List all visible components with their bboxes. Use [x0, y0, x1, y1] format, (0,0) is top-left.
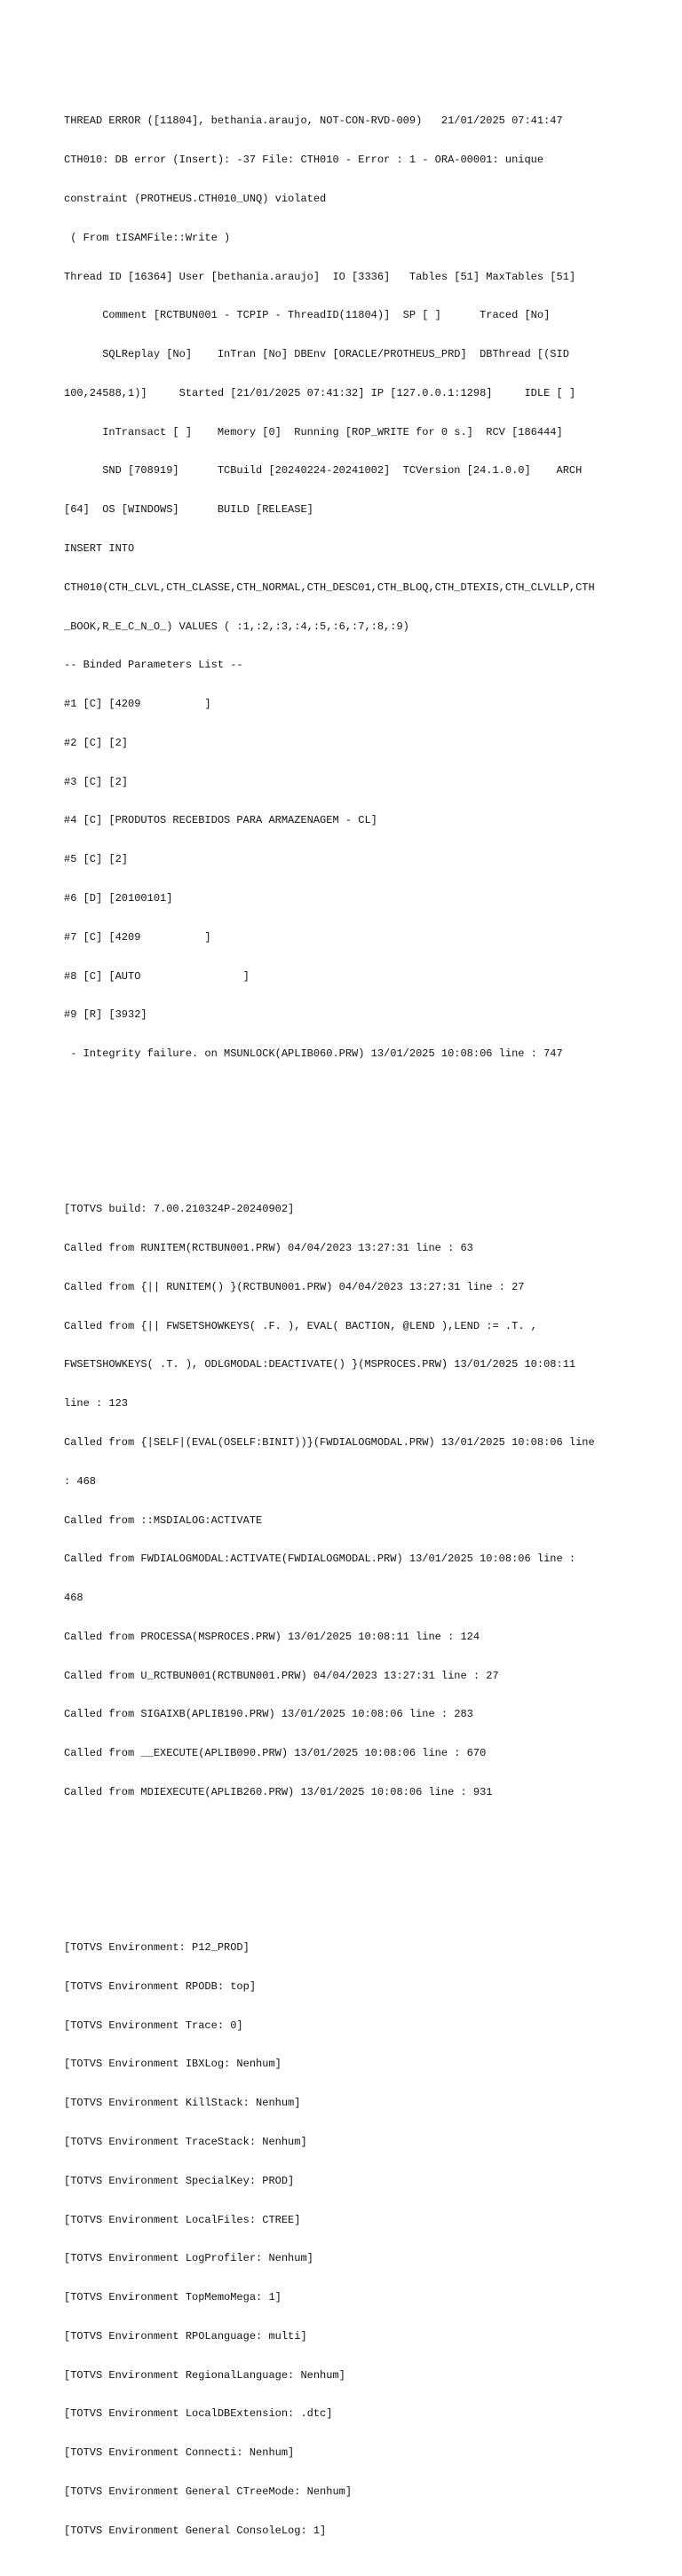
environment-line: [TOTVS Environment General CTreeMode: Nenhum] [64, 2485, 353, 2499]
sql-statement-line: _BOOK,R_E_C_N_O_) VALUES ( :1,:2,:3,:4,:5,:6,:7,:8,:9) [64, 620, 409, 633]
environment-line: [TOTVS Environment General ConsoleLog: 1] [64, 2524, 327, 2537]
environment-line: [TOTVS Environment RPODB: top] [64, 1979, 257, 1993]
call-stack-line: Called from {|| FWSETSHOWKEYS( .F. ), EVAL( BACTION, @LEND ),LEND := .T. , [64, 1319, 537, 1332]
call-stack-line: Called from {|SELF|(EVAL(OSELF:BINIT))}(FWDIALOGMODAL.PRW) 13/01/2025 10:08:06 line [64, 1435, 595, 1449]
call-stack-line: Called from ::MSDIALOG:ACTIVATE [64, 1513, 263, 1527]
binded-parameter-line: #4 [C] [PRODUTOS RECEBIDOS PARA ARMAZENAGEM - CL] [64, 814, 377, 827]
call-stack-block [64, 1177, 677, 1825]
error-header-line: SND [708919] TCBuild [20240224-20241002] TCVersion [24.1.0.0] ARCH [64, 464, 583, 478]
environment-block [64, 1916, 677, 2564]
error-header-line: Thread ID [16364] User [bethania.araujo] IO [3336] Tables [51] MaxTables [51] [64, 270, 576, 283]
environment-line: [TOTVS Environment LocalFiles: CTREE] [64, 2213, 301, 2226]
binded-parameter-line: #3 [C] [2] [64, 775, 129, 788]
binded-parameter-line: #1 [C] [4209 ] [64, 698, 211, 711]
error-log-document [64, 63, 677, 2576]
environment-line: [TOTVS Environment SpecialKey: PROD] [64, 2174, 295, 2187]
error-header-line: ( From tISAMFile::Write ) [64, 231, 231, 244]
blank-line [64, 1864, 677, 1877]
error-header-line: InTransact [ ] Memory [0] Running [ROP_WRITE for 0 s.] RCV [186444] [64, 425, 563, 439]
blank-line [64, 1126, 677, 1139]
build-line: [TOTVS build: 7.00.210324P-20240902] [64, 1203, 295, 1216]
environment-line: [TOTVS Environment KillStack: Nenhum] [64, 2097, 301, 2110]
binded-parameter-line: #8 [C] [AUTO ] [64, 969, 250, 983]
environment-line: [TOTVS Environment Trace: 0] [64, 2019, 243, 2032]
binded-parameter-line: #5 [C] [2] [64, 853, 129, 866]
binded-parameter-line: #7 [C] [4209 ] [64, 930, 211, 944]
error-header-line: CTH010: DB error (Insert): -37 File: CTH010 - Error : 1 - ORA-00001: unique [64, 154, 544, 167]
error-header-line: SQLReplay [No] InTran [No] DBEnv [ORACLE/PROTHEUS_PRD] DBThread [(SID [64, 348, 569, 361]
call-stack-line: Called from SIGAIXB(APLIB190.PRW) 13/01/2025 10:08:06 line : 283 [64, 1708, 473, 1721]
error-header-block [64, 89, 677, 1087]
integrity-failure-line: - Integrity failure. on MSUNLOCK(APLIB060.PRW) 13/01/2025 10:08:06 line : 747 [64, 1047, 563, 1061]
error-header-line: [64] OS [WINDOWS] BUILD [RELEASE] [64, 503, 313, 517]
call-stack-line: FWSETSHOWKEYS( .T. ), ODLGMODAL:DEACTIVATE() }(MSPROCES.PRW) 13/01/2025 10:08:11 [64, 1358, 576, 1371]
environment-line: [TOTVS Environment IBXLog: Nenhum] [64, 2058, 282, 2071]
call-stack-line: Called from MDIEXECUTE(APLIB260.PRW) 13/01/2025 10:08:06 line : 931 [64, 1785, 493, 1798]
call-stack-line: Called from FWDIALOGMODAL:ACTIVATE(FWDIALOGMODAL.PRW) 13/01/2025 10:08:06 line : [64, 1553, 576, 1566]
sql-statement-line: CTH010(CTH_CLVL,CTH_CLASSE,CTH_NORMAL,CTH_DESC01,CTH_BLOQ,CTH_DTEXIS,CTH_CLVLLP,CTH [64, 581, 595, 594]
environment-line: [TOTVS Environment TraceStack: Nenhum] [64, 2136, 307, 2148]
environment-line: [TOTVS Environment: P12_PROD] [64, 1941, 250, 1955]
error-header-line: THREAD ERROR ([11804], bethania.araujo, NOT-CON-RVD-009) 21/01/2025 07:41:47 [64, 115, 563, 128]
environment-line: [TOTVS Environment TopMemoMega: 1] [64, 2291, 282, 2304]
call-stack-line: : 468 [64, 1474, 97, 1488]
environment-line: [TOTVS Environment LocalDBExtension: .dtc] [64, 2407, 333, 2421]
call-stack-line: Called from U_RCTBUN001(RCTBUN001.PRW) 04/04/2023 13:27:31 line : 27 [64, 1669, 499, 1682]
sql-statement-line: INSERT INTO [64, 541, 135, 555]
error-header-line: Comment [RCTBUN001 - TCPIP - ThreadID(11804)] SP [ ] Traced [No] [64, 309, 551, 322]
call-stack-line: line : 123 [64, 1397, 129, 1410]
error-header-line: 100,24588,1)] Started [21/01/2025 07:41:32] IP [127.0.0.1:1298] IDLE [ ] [64, 386, 576, 399]
call-stack-line: Called from __EXECUTE(APLIB090.PRW) 13/01/2025 10:08:06 line : 670 [64, 1747, 487, 1760]
call-stack-line: 468 [64, 1592, 83, 1605]
environment-line: [TOTVS Environment Connecti: Nenhum] [64, 2446, 295, 2460]
call-stack-line: Called from {|| RUNITEM() }(RCTBUN001.PRW) 04/04/2023 13:27:31 line : 27 [64, 1280, 525, 1293]
call-stack-line: Called from RUNITEM(RCTBUN001.PRW) 04/04/2023 13:27:31 line : 63 [64, 1242, 473, 1255]
binded-parameters-heading: -- Binded Parameters List -- [64, 659, 243, 672]
environment-line: [TOTVS Environment RegionalLanguage: Nenhum] [64, 2368, 345, 2382]
environment-line: [TOTVS Environment LogProfiler: Nenhum] [64, 2252, 313, 2265]
error-header-line: constraint (PROTHEUS.CTH010_UNQ) violated [64, 192, 327, 205]
binded-parameter-line: #9 [R] [3932] [64, 1008, 147, 1022]
call-stack-line: Called from PROCESSA(MSPROCES.PRW) 13/01/2025 10:08:11 line : 124 [64, 1630, 480, 1643]
environment-line: [TOTVS Environment RPOLanguage: multi] [64, 2329, 307, 2343]
binded-parameter-line: #2 [C] [2] [64, 736, 129, 749]
binded-parameter-line: #6 [D] [20100101] [64, 892, 173, 905]
